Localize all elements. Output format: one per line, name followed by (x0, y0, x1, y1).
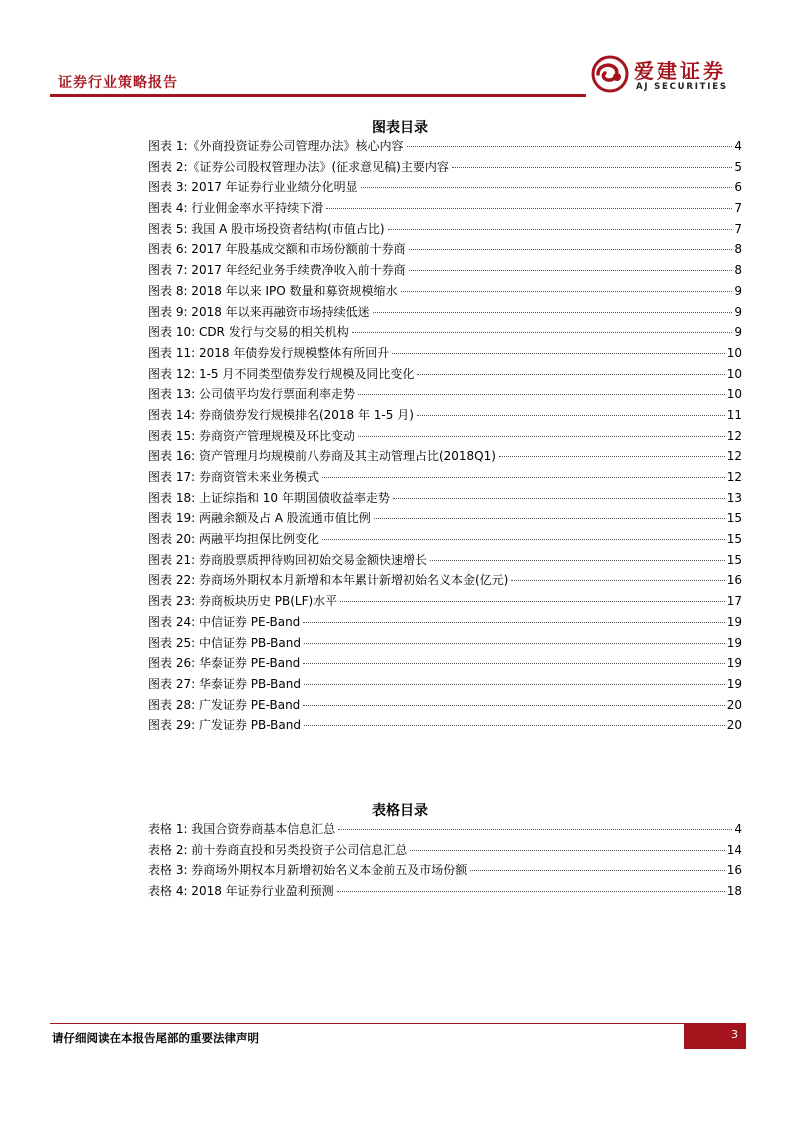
toc-leader (322, 477, 725, 478)
logo-mark-icon (590, 55, 630, 93)
footer-divider (50, 1023, 684, 1024)
page-number-box (684, 1023, 746, 1049)
toc-leader (303, 705, 724, 706)
toc-entry-label: 图表 11: 2018 年债券发行规模整体有所回升 (148, 345, 390, 360)
toc-leader (374, 518, 725, 519)
toc-leader (358, 394, 725, 395)
toc-leader (407, 146, 733, 147)
toc-entry-label: 图表 4: 行业佣金率水平持续下滑 (148, 201, 324, 216)
toc-entry-label: 图表 7: 2017 年经纪业务手续费净收入前十券商 (148, 263, 406, 278)
toc-entry-page: 19 (726, 656, 742, 671)
toc-entry-page: 4 (734, 822, 742, 836)
toc-entry[interactable] (148, 344, 742, 365)
toc-entry-page: 19 (726, 614, 742, 629)
tables-toc-title: 表格目录 (372, 803, 428, 819)
toc-entry-label: 图表 14: 券商债券发行规模排名(2018 年 1-5 月) (148, 407, 414, 422)
toc-entry-label: 图表 12: 1-5 月不同类型债券发行规模及同比变化 (148, 366, 415, 381)
toc-entry-page: 16 (726, 573, 742, 588)
toc-entry[interactable] (148, 261, 742, 282)
toc-entry[interactable] (148, 571, 742, 592)
page-number: 3 (731, 1028, 738, 1041)
toc-leader (358, 436, 725, 437)
toc-entry[interactable] (148, 158, 742, 179)
toc-leader (352, 332, 733, 333)
toc-entry[interactable] (148, 406, 742, 427)
toc-entry-page: 7 (734, 221, 742, 236)
toc-entry-page: 12 (726, 428, 742, 443)
toc-leader (326, 208, 732, 209)
toc-entry-page: 8 (734, 242, 742, 257)
toc-entry-page: 10 (726, 345, 742, 360)
tables-toc-list (148, 820, 742, 903)
toc-entry[interactable] (148, 716, 742, 737)
toc-entry[interactable] (148, 509, 742, 530)
toc-leader (499, 456, 725, 457)
toc-leader (322, 539, 725, 540)
toc-leader (393, 498, 725, 499)
toc-leader (392, 353, 724, 354)
toc-entry[interactable] (148, 634, 742, 655)
toc-leader (303, 663, 724, 664)
toc-leader (304, 643, 725, 644)
toc-entry-page: 15 (726, 511, 742, 526)
toc-entry-label: 表格 2: 前十券商直投和另类投资子公司信息汇总 (148, 842, 408, 857)
toc-entry[interactable] (148, 282, 742, 303)
toc-entry-page: 20 (726, 697, 742, 712)
toc-entry[interactable] (148, 489, 742, 510)
toc-entry[interactable] (148, 841, 742, 862)
toc-entry[interactable] (148, 551, 742, 572)
toc-entry-page: 16 (726, 863, 742, 878)
toc-entry-page: 19 (726, 635, 742, 650)
toc-entry[interactable] (148, 861, 742, 882)
toc-entry-page: 19 (726, 676, 742, 691)
toc-entry[interactable] (148, 696, 742, 717)
toc-entry-label: 图表 25: 中信证券 PB-Band (148, 635, 301, 650)
company-logo (590, 55, 750, 95)
toc-entry-page: 8 (734, 263, 742, 278)
toc-entry[interactable] (148, 530, 742, 551)
toc-entry-page: 9 (734, 304, 742, 319)
toc-leader (511, 580, 724, 581)
toc-leader (417, 415, 725, 416)
toc-entry-page: 15 (726, 532, 742, 547)
toc-entry[interactable] (148, 447, 742, 468)
toc-entry-label: 图表 17: 券商资管未来业务模式 (148, 470, 319, 484)
toc-entry-page: 12 (726, 470, 742, 484)
toc-entry-page: 9 (734, 283, 742, 298)
toc-entry[interactable] (148, 220, 742, 241)
toc-entry-label: 图表 9: 2018 年以来再融资市场持续低迷 (148, 304, 370, 319)
toc-entry[interactable] (148, 178, 742, 199)
toc-leader (452, 167, 733, 168)
toc-entry-label: 图表 3: 2017 年证券行业业绩分化明显 (148, 180, 358, 195)
logo-english-name: AJ SECURITIES (636, 82, 728, 92)
toc-entry-label: 图表 21: 券商股票质押待购回初始交易金额快速增长 (148, 552, 427, 567)
toc-entry-label: 表格 1: 我国合资券商基本信息汇总 (148, 822, 336, 836)
toc-entry-label: 图表 13: 公司债平均发行票面利率走势 (148, 387, 355, 402)
toc-entry-page: 14 (726, 842, 742, 857)
toc-leader (430, 560, 725, 561)
toc-entry-label: 表格 4: 2018 年证券行业盈利预测 (148, 884, 334, 899)
toc-entry-label: 表格 3: 券商场外期权本月新增初始名义本金前五及市场份额 (148, 863, 468, 878)
toc-leader (401, 291, 733, 292)
toc-leader (361, 187, 733, 188)
toc-entry-page: 10 (726, 366, 742, 381)
toc-leader (337, 891, 725, 892)
toc-leader (304, 684, 725, 685)
toc-entry-page: 13 (726, 490, 742, 505)
toc-entry-page: 9 (734, 325, 742, 340)
toc-entry-page: 20 (726, 718, 742, 733)
toc-entry[interactable] (148, 592, 742, 613)
toc-entry[interactable] (148, 882, 742, 903)
toc-leader (303, 622, 724, 623)
toc-leader (470, 870, 724, 871)
toc-entry[interactable] (148, 613, 742, 634)
toc-entry[interactable] (148, 137, 742, 158)
toc-entry[interactable] (148, 240, 742, 261)
toc-entry-label: 图表 8: 2018 年以来 IPO 数量和募资规模缩水 (148, 283, 398, 298)
toc-entry-page: 4 (734, 139, 742, 153)
report-category-title: 证券行业策略报告 (58, 75, 178, 91)
toc-entry-label: 图表 6: 2017 年股基成交额和市场份额前十券商 (148, 242, 406, 257)
toc-entry-page: 15 (726, 552, 742, 567)
toc-leader (373, 312, 733, 313)
toc-entry-label: 图表 24: 中信证券 PE-Band (148, 614, 301, 629)
toc-entry-label: 图表 26: 华泰证券 PE-Band (148, 656, 301, 671)
toc-entry[interactable] (148, 820, 742, 841)
toc-entry-label: 图表 29: 广发证券 PB-Band (148, 718, 301, 733)
toc-entry-page: 11 (726, 407, 742, 422)
toc-leader (304, 725, 725, 726)
toc-entry-label: 图表 19: 两融余额及占 A 股流通市值比例 (148, 511, 371, 526)
toc-entry[interactable] (148, 303, 742, 324)
toc-leader (340, 601, 725, 602)
toc-entry-label: 图表 22: 券商场外期权本月新增和本年累计新增初始名义本金(亿元) (148, 573, 509, 588)
figures-toc-title: 图表目录 (372, 120, 428, 136)
toc-leader (410, 850, 724, 851)
toc-entry-page: 10 (726, 387, 742, 402)
toc-entry-label: 图表 28: 广发证券 PE-Band (148, 697, 301, 712)
toc-entry[interactable] (148, 468, 742, 489)
toc-entry-label: 图表 27: 华泰证券 PB-Band (148, 676, 301, 691)
toc-leader (338, 829, 732, 830)
figures-toc-list (148, 137, 742, 737)
toc-entry-label: 图表 2:《证券公司股权管理办法》(征求意见稿)主要内容 (148, 159, 449, 174)
toc-leader (409, 270, 733, 271)
toc-entry[interactable] (148, 654, 742, 675)
toc-entry-label: 图表 5: 我国 A 股市场投资者结构(市值占比) (148, 221, 385, 236)
toc-entry-label: 图表 16: 资产管理月均规模前八券商及其主动管理占比(2018Q1) (148, 449, 496, 464)
toc-entry-label: 图表 10: CDR 发行与交易的相关机构 (148, 325, 349, 340)
toc-entry[interactable] (148, 199, 742, 220)
toc-entry[interactable] (148, 323, 742, 344)
toc-entry-label: 图表 1:《外商投资证券公司管理办法》核心内容 (148, 139, 404, 153)
toc-entry[interactable] (148, 675, 742, 696)
toc-entry[interactable] (148, 385, 742, 406)
toc-entry-page: 6 (734, 180, 742, 195)
toc-leader (417, 374, 724, 375)
toc-entry-label: 图表 23: 券商板块历史 PB(LF)水平 (148, 594, 338, 609)
toc-entry-page: 17 (726, 594, 742, 609)
toc-entry-page: 5 (734, 159, 742, 174)
toc-entry[interactable] (148, 427, 742, 448)
toc-entry-page: 18 (726, 884, 742, 899)
toc-leader (388, 229, 733, 230)
legal-disclaimer: 请仔细阅读在本报告尾部的重要法律声明 (52, 1031, 259, 1045)
header-divider (50, 94, 586, 97)
toc-leader (409, 249, 733, 250)
toc-entry-label: 图表 18: 上证综指和 10 年期国债收益率走势 (148, 490, 390, 505)
toc-entry-label: 图表 15: 券商资产管理规模及环比变动 (148, 428, 355, 443)
toc-entry-page: 7 (734, 201, 742, 216)
toc-entry[interactable] (148, 365, 742, 386)
logo-chinese-name: 爱建证券 (634, 59, 726, 83)
toc-entry-label: 图表 20: 两融平均担保比例变化 (148, 532, 319, 547)
toc-entry-page: 12 (726, 449, 742, 464)
